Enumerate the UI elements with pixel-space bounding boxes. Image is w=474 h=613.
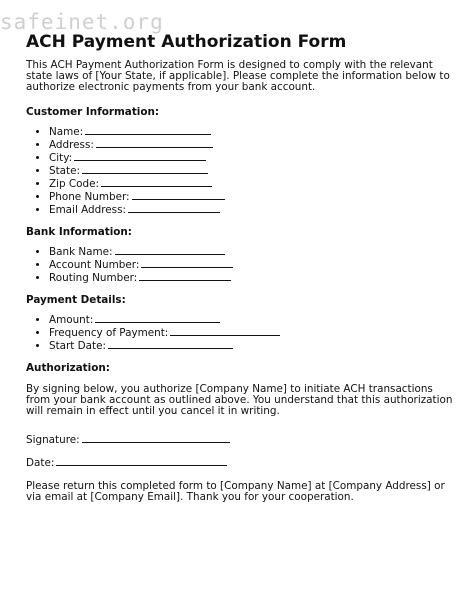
frequency-blank[interactable] bbox=[170, 326, 280, 336]
site-watermark: safeinet.org bbox=[0, 10, 164, 34]
field-city: • City: bbox=[49, 151, 456, 164]
signature-blank[interactable] bbox=[82, 433, 230, 443]
bank-info-heading: Bank Information: bbox=[26, 225, 132, 238]
customer-info-heading: Customer Information: bbox=[26, 105, 160, 118]
intro-paragraph: This ACH Payment Authorization Form is designed to comply with the relevant state laws of [Your State, if applicable]. Please complete the information below to authorize electronic payments from your bank account. bbox=[26, 59, 450, 94]
field-start-date: • Start Date: bbox=[49, 339, 456, 352]
field-phone-number: • Phone Number: bbox=[49, 190, 456, 203]
field-bank-name: • Bank Name: bbox=[49, 245, 456, 258]
customer-info-list bbox=[26, 125, 456, 216]
routing-number-blank[interactable] bbox=[139, 271, 231, 281]
account-number-blank[interactable] bbox=[141, 258, 233, 268]
payment-details-heading: Payment Details: bbox=[26, 293, 126, 306]
date-line: Date: bbox=[26, 456, 456, 469]
signature-line: Signature: bbox=[26, 433, 456, 446]
phone-number-blank[interactable] bbox=[132, 190, 225, 200]
field-address: • Address: bbox=[49, 138, 456, 151]
payment-details-list bbox=[26, 313, 456, 352]
address-blank[interactable] bbox=[96, 138, 213, 148]
name-blank[interactable] bbox=[85, 125, 211, 135]
start-date-blank[interactable] bbox=[108, 339, 233, 349]
zip-code-blank[interactable] bbox=[101, 177, 212, 187]
field-zip-code: • Zip Code: bbox=[49, 177, 456, 190]
bank-info-list bbox=[26, 245, 456, 284]
field-account-number: • Account Number: bbox=[49, 258, 456, 271]
state-blank[interactable] bbox=[82, 164, 208, 174]
field-name: • Name: bbox=[49, 125, 456, 138]
closing-paragraph: Please return this completed form to [Company Name] at [Company Address] or via email at [Company Email]. Thank you for your cooperation. bbox=[26, 479, 445, 503]
page-title: ACH Payment Authorization Form bbox=[26, 32, 347, 52]
email-address-blank[interactable] bbox=[128, 203, 220, 213]
authorization-paragraph: By signing below, you authorize [Company Name] to initiate ACH transactions from your bank account as outlined above. You understand that this authorization will remain in effect until you cancel it in writing. bbox=[26, 382, 453, 418]
field-routing-number: • Routing Number: bbox=[49, 271, 456, 284]
field-frequency: • Frequency of Payment: bbox=[49, 326, 456, 339]
field-state: • State: bbox=[49, 164, 456, 177]
city-blank[interactable] bbox=[74, 151, 206, 161]
authorization-heading: Authorization: bbox=[26, 361, 110, 374]
document-page bbox=[26, 31, 456, 503]
field-email-address: • Email Address: bbox=[49, 203, 456, 216]
amount-blank[interactable] bbox=[95, 313, 220, 323]
date-blank[interactable] bbox=[56, 456, 227, 466]
bank-name-blank[interactable] bbox=[115, 245, 225, 255]
field-amount: • Amount: bbox=[49, 313, 456, 326]
